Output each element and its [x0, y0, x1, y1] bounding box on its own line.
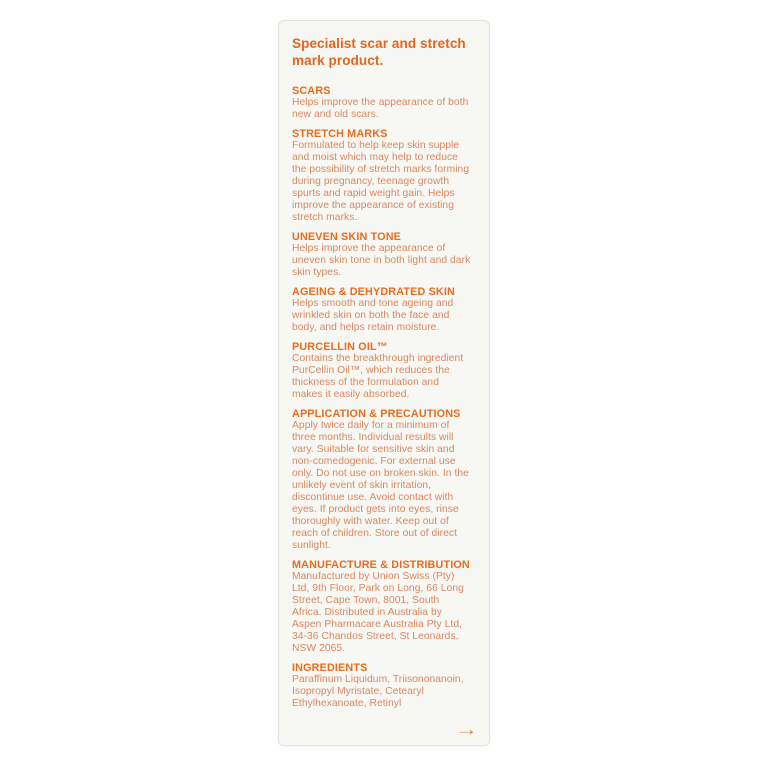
section-body-purcellin-oil: Contains the breakthrough ingredient PurCellin Oil™, which reduces the thickness of the formulation and makes it easily absorbed.	[292, 353, 464, 400]
panel-title: Specialist scar and stretch mark product.	[292, 36, 466, 68]
section-body-ageing-dehydrated-skin: Helps smooth and tone ageing and wrinkled skin on both the face and body, and helps retain moisture.	[292, 298, 454, 333]
section-application-precautions	[292, 408, 471, 552]
section-scars	[292, 85, 471, 121]
section-ageing-dehydrated-skin	[292, 286, 471, 334]
section-body-manufacture-distribution: Manufactured by Union Swiss (Pty) Ltd, 9th Floor, Park on Long, 66 Long Street, Cape Town, 8001, South Africa. Distributed in Australia by Aspen Pharmacare Australia Pty Ltd, 34-36 Chandos Street, St Leonards, NSW 2065.	[292, 571, 464, 654]
section-purcellin-oil	[292, 341, 471, 401]
section-body-stretch-marks: Formulated to help keep skin supple and moist which may help to reduce the possibility of stretch marks forming during pregnancy, teenage growth spurts and rapid weight gain. Helps improve the appearance of existing stretch marks.	[292, 140, 470, 223]
section-manufacture-distribution	[292, 559, 471, 655]
section-heading-ingredients: INGREDIENTS	[292, 662, 368, 674]
packaging-back-panel	[278, 20, 490, 746]
section-heading-stretch-marks: STRETCH MARKS	[292, 128, 388, 140]
section-body-application-precautions: Apply twice daily for a minimum of three months. Individual results will vary. Suitable for sensitive skin and non-comedogenic. For external use only. Do not use on broken skin. In the unlikely event of skin irritation, discontinue use. Avoid contact with eyes. If product gets into eyes, rinse thoroughly with water. Keep out of reach of children. Store out of direct sunlight.	[292, 420, 469, 551]
section-body-ingredients: Paraffinum Liquidum, Triisononanoin, Isopropyl Myristate, Cetearyl Ethylhexanoate, Retinyl	[292, 674, 464, 709]
section-heading-ageing-dehydrated-skin: AGEING & DEHYDRATED SKIN	[292, 286, 455, 298]
section-ingredients	[292, 662, 471, 710]
section-stretch-marks	[292, 128, 471, 224]
arrow-right-icon: →	[455, 720, 478, 739]
section-heading-scars: SCARS	[292, 85, 331, 97]
section-body-uneven-skin-tone: Helps improve the appearance of uneven skin tone in both light and dark skin types.	[292, 243, 471, 278]
section-heading-uneven-skin-tone: UNEVEN SKIN TONE	[292, 231, 401, 243]
section-heading-application-precautions: APPLICATION & PRECAUTIONS	[292, 408, 461, 420]
section-heading-purcellin-oil: PURCELLIN OIL™	[292, 341, 388, 353]
section-body-scars: Helps improve the appearance of both new and old scars.	[292, 97, 469, 120]
section-heading-manufacture-distribution: MANUFACTURE & DISTRIBUTION	[292, 559, 470, 571]
section-uneven-skin-tone	[292, 231, 471, 279]
